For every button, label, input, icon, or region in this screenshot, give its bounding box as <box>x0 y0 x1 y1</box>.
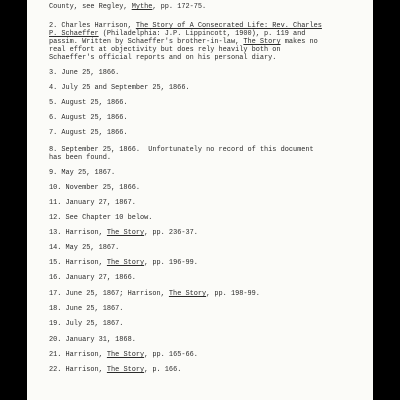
document-page <box>27 0 373 400</box>
footnote-14: 14. May 25, 1867. <box>49 244 120 252</box>
footnote-10: 10. November 25, 1866. <box>49 184 140 192</box>
footnote-16: 16. January 27, 1866. <box>49 274 136 282</box>
footnote-4: 4. July 25 and September 25, 1866. <box>49 84 190 92</box>
footnote-2-line-5: Schaeffer's official reports and on his personal diary. <box>49 54 277 62</box>
footnote-2-line-4: real effort at objectivity but does rely heavily both on <box>49 46 281 54</box>
footnote-3: 3. June 25, 1866. <box>49 69 120 77</box>
footnote-17: 17. June 25, 1867; Harrison, The Story, pp. 198-99. <box>49 290 260 298</box>
footnote-7: 7. August 25, 1866. <box>49 129 128 137</box>
footnote-2-line-1: 2. Charles Harrison, The Story of A Consecrated Life: Rev. Charles <box>49 22 322 30</box>
footnote-9: 9. May 25, 1867. <box>49 169 116 177</box>
footnote-22: 22. Harrison, The Story, p. 166. <box>49 366 182 374</box>
footnote-21: 21. Harrison, The Story, pp. 165-66. <box>49 351 198 359</box>
footnote-18: 18. June 25, 1867. <box>49 305 124 313</box>
footnote-5: 5. August 25, 1866. <box>49 99 128 107</box>
footnote-12: 12. See Chapter 10 below. <box>49 214 153 222</box>
footnote-8-line-2: has been found. <box>49 154 112 162</box>
footnote-15: 15. Harrison, The Story, pp. 196-99. <box>49 259 198 267</box>
footnote-8-line-1: 8. September 25, 1866. Unfortunately no record of this document <box>49 146 314 154</box>
footnote-13: 13. Harrison, The Story, pp. 236-37. <box>49 229 198 237</box>
continuation-line: County, see Regley, Mythe, pp. 172-75. <box>49 3 207 11</box>
footnote-2-line-2: P. Schaeffer (Philadelphia: J.P. Lippincott, 1900), p. 119 and <box>49 30 306 38</box>
footnote-6: 6. August 25, 1866. <box>49 114 128 122</box>
footnote-19: 19. July 25, 1867. <box>49 320 124 328</box>
footnote-20: 20. January 31, 1868. <box>49 336 136 344</box>
footnote-2-line-3: passim. Written by Schaeffer's brother-in-law, The Story makes no <box>49 38 318 46</box>
footnote-11: 11. January 27, 1867. <box>49 199 136 207</box>
